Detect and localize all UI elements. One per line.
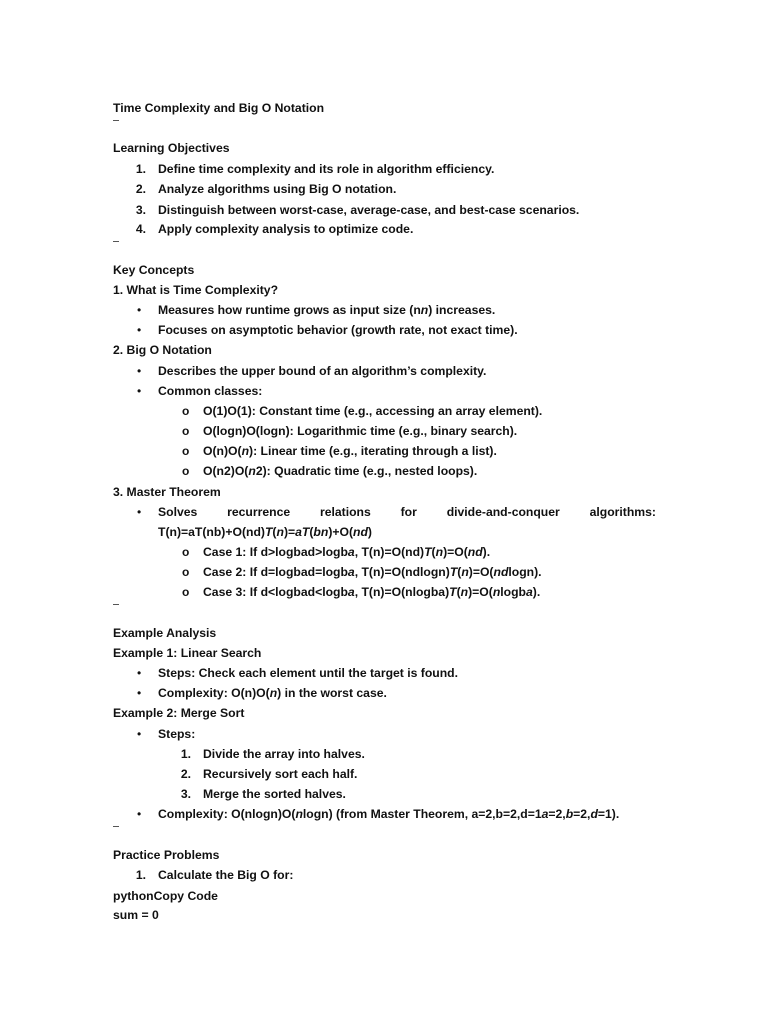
bullet-icon: •: [137, 807, 142, 821]
section-heading-big-o: 2. Big O Notation: [113, 343, 212, 357]
step-number: 3.: [180, 787, 191, 801]
bullet-icon: •: [137, 727, 142, 741]
bullet-icon: •: [137, 666, 142, 680]
case-text: Case 1: If d>logbad>logba, T(n)=O(nd)T(n)=O(nd).: [203, 545, 491, 559]
step-number: 2.: [180, 767, 191, 781]
circle-bullet-icon: o: [182, 585, 190, 599]
section-heading-master-theorem: 3. Master Theorem: [113, 485, 221, 499]
justified-bullet-text: Solves recurrence relations for divide-and-conquer algorithms:: [158, 505, 656, 519]
bullet-text: Steps:: [158, 727, 196, 741]
objective-number: 3.: [135, 203, 146, 217]
bullet-icon: •: [137, 686, 142, 700]
objective-number: 4.: [135, 222, 146, 236]
sub-bullet-text: O(logn)O(logn): Logarithmic time (e.g., binary search).: [203, 424, 518, 438]
separator-mark: [113, 826, 119, 827]
step-text: Merge the sorted halves.: [203, 787, 346, 801]
bullet-text: Focuses on asymptotic behavior (growth rate, not exact time).: [158, 323, 518, 337]
case-text: Case 3: If d<logbad<logba, T(n)=O(nlogba)T(n)=O(nlogba).: [203, 585, 541, 599]
example-heading-merge-sort: Example 2: Merge Sort: [113, 706, 245, 720]
recurrence-formula: T(n)=aT(nb)+O(nd)T(n)=aT(bn)+O(nd): [158, 525, 372, 539]
objective-text: Apply complexity analysis to optimize code.: [158, 222, 414, 236]
examples-heading: Example Analysis: [113, 626, 217, 640]
practice-heading: Practice Problems: [113, 848, 220, 862]
circle-bullet-icon: o: [182, 565, 190, 579]
bullet-text: Measures how runtime grows as input size (nn) increases.: [158, 303, 496, 317]
title-text: Time Complexity and Big O Notation: [113, 101, 325, 115]
circle-bullet-icon: o: [182, 444, 190, 458]
bullet-icon: •: [137, 323, 142, 337]
bullet-text: Describes the upper bound of an algorithm’s complexity.: [158, 364, 487, 378]
objective-text: Analyze algorithms using Big O notation.: [158, 182, 397, 196]
separator-mark: [113, 241, 119, 242]
sub-bullet-text: O(1)O(1): Constant time (e.g., accessing an array element).: [203, 404, 543, 418]
step-number: 1.: [180, 747, 191, 761]
bullet-text: Complexity: O(nlogn)O(nlogn) (from Master Theorem, a=2,b=2,d=1a=2,b=2,d=1).: [158, 807, 620, 821]
bullet-text: Complexity: O(n)O(n) in the worst case.: [158, 686, 387, 700]
bullet-icon: •: [137, 384, 142, 398]
section-heading-time-complexity: 1. What is Time Complexity?: [113, 283, 279, 297]
sub-bullet-text: O(n)O(n): Linear time (e.g., iterating through a list).: [203, 444, 497, 458]
circle-bullet-icon: o: [182, 404, 190, 418]
practice-text: Calculate the Big O for:: [158, 868, 294, 882]
separator-mark: [113, 604, 119, 605]
objective-number: 2.: [135, 182, 146, 196]
key-concepts-heading: Key Concepts: [113, 263, 195, 277]
circle-bullet-icon: o: [182, 545, 190, 559]
sub-bullet-text: O(n2)O(n2): Quadratic time (e.g., nested loops).: [203, 464, 478, 478]
step-text: Divide the array into halves.: [203, 747, 365, 761]
circle-bullet-icon: o: [182, 424, 190, 438]
practice-number: 1.: [135, 868, 146, 882]
code-label: pythonCopy Code: [113, 889, 218, 903]
bullet-text: Steps: Check each element until the target is found.: [158, 666, 459, 680]
code-line: sum = 0: [113, 908, 159, 922]
separator-mark: [113, 120, 119, 121]
step-text: Recursively sort each half.: [203, 767, 358, 781]
bullet-icon: •: [137, 364, 142, 378]
bullet-icon: •: [137, 303, 142, 317]
objective-text: Define time complexity and its role in algorithm efficiency.: [158, 162, 495, 176]
objective-number: 1.: [135, 162, 146, 176]
circle-bullet-icon: o: [182, 464, 190, 478]
objective-text: Distinguish between worst-case, average-case, and best-case scenarios.: [158, 203, 580, 217]
objectives-heading: Learning Objectives: [113, 141, 230, 155]
case-text: Case 2: If d=logbad=logba, T(n)=O(ndlogn)T(n)=O(ndlogn).: [203, 565, 542, 579]
example-heading-linear-search: Example 1: Linear Search: [113, 646, 262, 660]
document-title: [113, 100, 324, 116]
bullet-text: Common classes:: [158, 384, 263, 398]
bullet-icon: •: [137, 505, 142, 519]
